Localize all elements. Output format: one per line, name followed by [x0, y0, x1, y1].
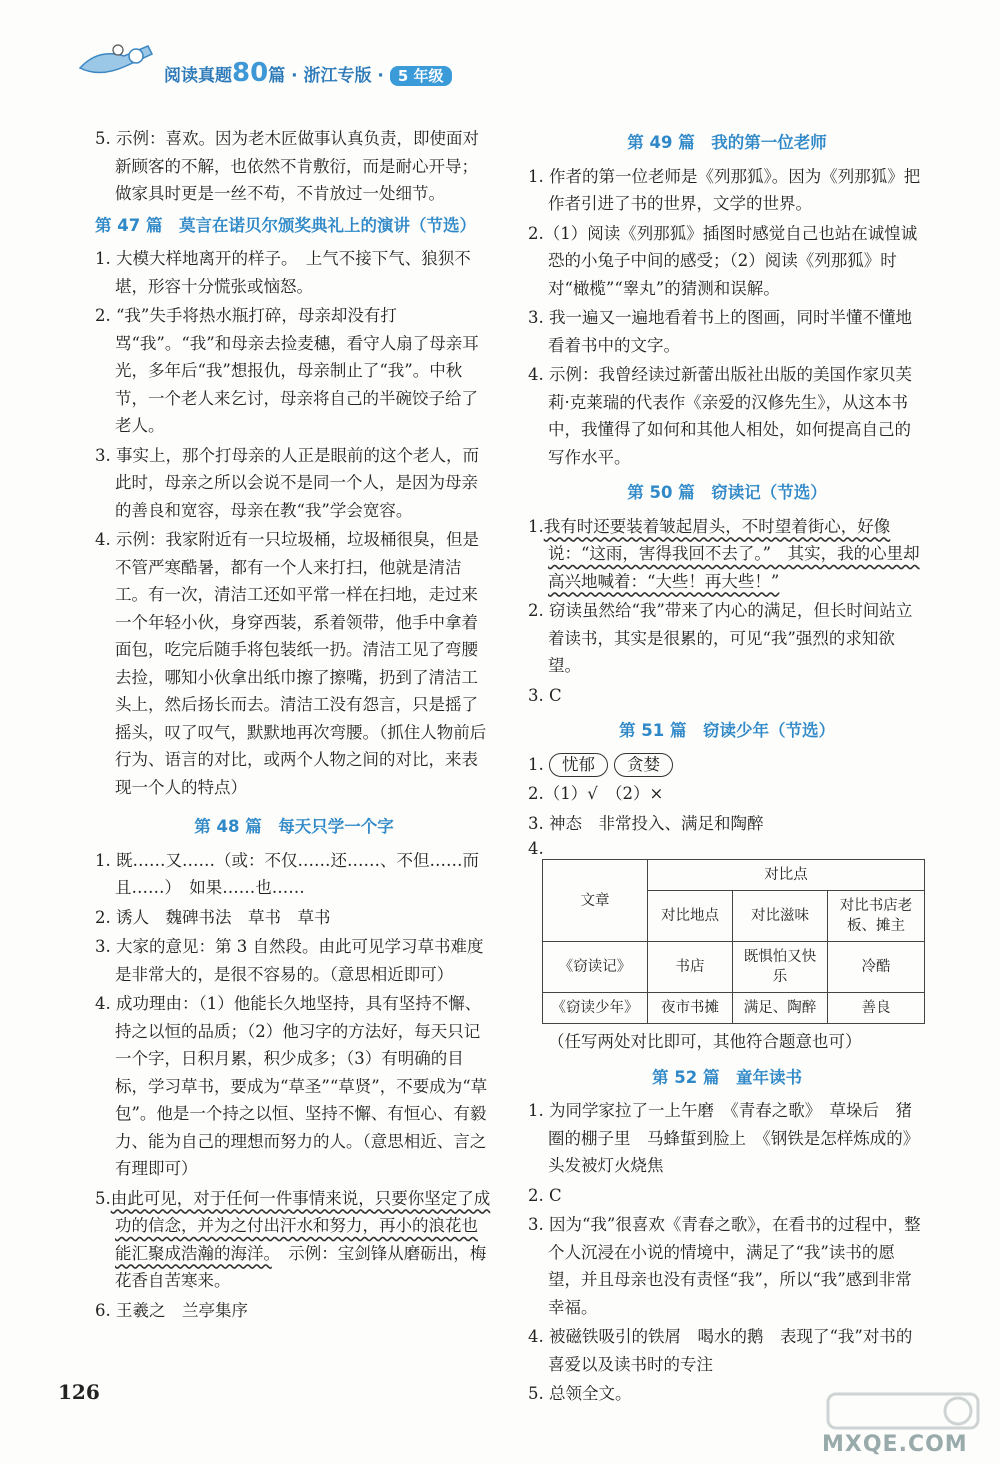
- answer-item: 1. 作者的第一位老师是《列那狐》。因为《列那狐》把作者引进了书的世界，文学的世界。: [528, 166, 921, 213]
- answer-item: 6. 王羲之 兰亭集序: [95, 1300, 248, 1320]
- answer-item: 4. 成功理由：（1）他能长久地坚持，具有坚持不懈、持之以恒的品质；（2）他习字的方法好，每天只记一个字，日积月累，积少成多；（3）有明确的目标，学习草书，要成为“草圣”“草贤”，不要成为“草包”。他是一个持之以恒、坚持不懈、有恒心、有毅力、能为自己的理想而努力的人。（意思相近、言之有理即可）: [95, 994, 488, 1178]
- answer-item: 1. 既……又……（或：不仅……还……、不但……而且……） 如果……也……: [95, 850, 479, 897]
- answer-item: 4. 被磁铁吸引的铁屑 喝水的鹅 表现了“我”对书的喜爱以及读书时的专注: [528, 1327, 913, 1374]
- answer-item: 4. 示例：我曾经读过新蕾出版社出版的美国作家贝芙莉·克莱瑞的代表作《亲爱的汉修先生》，从这本书中，我懂得了如何和其他人相处，如何提高自己的写作水平。: [528, 365, 912, 467]
- answer-item: 2. C: [528, 1185, 562, 1205]
- answer-item: 4.: [528, 839, 544, 858]
- answer-item: 3. 神态 非常投入、满足和陶醉: [528, 813, 764, 833]
- answer-item: 1. 大模大样地离开的样子。 上气不接下气、狼狈不堪，形容十分慌张或恼怒。: [95, 249, 471, 296]
- section-title-48: 第 48 篇 每天只学一个字: [194, 817, 394, 836]
- answer-item-circled: 1. 忧郁 贪婪: [528, 751, 926, 779]
- answer-item: 3. 我一遍又一遍地看着书上的图画，同时半懂不懂地看着书中的文字。: [528, 308, 912, 355]
- answer-item: 2.（1）阅读《列那狐》插图时感觉自己也站在诚惶诚恐的小兔子中间的感受；（2）阅读《列那狐》时对“橄榄”“睾丸”的猜测和误解。: [528, 223, 918, 298]
- answer-item: 4. 示例：我家附近有一只垃圾桶，垃圾桶很臭，但是不管严寒酷暑，都有一个人来打扫，他就是清洁工。有一次，清洁工还如平常一样在扫地，走过来一个年轻小伙，身穿西装，系着领带，他手中拿着面包，吃完后随手将包装纸一扔。清洁工见了弯腰去捡，哪知小伙拿出纸巾擦了擦嘴，扔到了清洁工头上，然后扬长而去。清洁工没有怨言，只是摇了摇头，叹了叹气，默默地再次弯腰。（抓住人物前后行为、语言的对比，或两个人物之间的对比，来表现一个人的特点）: [95, 530, 487, 797]
- table-header: 对比书店老板、摊主: [828, 891, 925, 942]
- answer-item: 1. 为同学家拉了一上午磨 《青春之歌》 草垛后 猪圈的棚子里 马蜂蜇到脸上 《钢铁是怎样炼成的》 头发被灯火烧焦: [528, 1101, 928, 1175]
- table-header: 对比滋味: [733, 891, 828, 942]
- section-title-49: 第 49 篇 我的第一位老师: [627, 133, 827, 152]
- answer-item-underlined: 1.我有时还要装着皱起眉头，不时望着街心，好像说：“这雨，害得我回不去了。” 其实，我的心里却高兴地喊着：“大些！再大些！”: [528, 516, 920, 591]
- comparison-table: [542, 859, 925, 1024]
- table-header: 对比地点: [648, 891, 733, 942]
- circled-word: 忧郁: [549, 753, 608, 777]
- answer-item-underlined: 5.由此可见，对于任何一件事情来说，只要你坚定了成功的信念，并为之付出汗水和努力，再小的浪花也能汇聚成浩瀚的海洋。 示例：宝剑锋从磨砺出，梅花香自苦寒来。: [95, 1188, 491, 1290]
- section-title-52: 第 52 篇 童年读书: [652, 1067, 802, 1087]
- telescope-boy-icon: [78, 38, 158, 88]
- section-title-47: 第 47 篇 莫言在诺贝尔颁奖典礼上的演讲（节选）: [95, 215, 476, 235]
- answer-item: 5. 总领全文。: [528, 1384, 632, 1403]
- table-row: 《窃读少年》 夜市书摊 满足、陶醉 善良: [543, 993, 925, 1024]
- page-number: 126: [58, 1380, 100, 1404]
- right-column: [528, 125, 926, 1410]
- answer-item: 2. “我”失手将热水瓶打碎，母亲却没有打骂“我”。“我”和母亲去捡麦穗，看守人扇了母亲耳光，多年后“我”想报仇，母亲制止了“我”。中秋节，一个老人来乞讨，母亲将自己的半碗饺子给了老人。: [95, 306, 479, 435]
- watermark-text: MXQE.COM: [822, 1432, 968, 1457]
- answer-item: 2.（1）√ （2）×: [528, 784, 664, 803]
- section-title-50: 第 50 篇 窃读记（节选）: [627, 483, 827, 502]
- left-column: [95, 125, 493, 1326]
- table-row: 《窃读记》 书店 既惧怕又快乐 冷酷: [543, 942, 925, 993]
- circled-word: 贪婪: [614, 753, 673, 777]
- page-header: [78, 28, 498, 92]
- grade-badge: 5 年级: [390, 66, 452, 86]
- answer-item: 3. 因为“我”很喜欢《青春之歌》，在看书的过程中，整个人沉浸在小说的情境中，满足了“我”读书的愿望，并且母亲也没有责怪“我”，所以“我”感到非常幸福。: [528, 1215, 921, 1317]
- answer-item: 3. 大家的意见：第 3 自然段。由此可见学习草书难度是非常大的，是很不容易的。（意思相近即可）: [95, 937, 484, 984]
- answer-item: 2. 窃读虽然给“我”带来了内心的满足，但长时间站立着读书，其实是很累的，可见“我”强烈的求知欲望。: [528, 601, 913, 675]
- answer-item: 3. C: [528, 685, 562, 705]
- answer-item: 3. 事实上，那个打母亲的人正是眼前的这个老人，而此时，母亲之所以会说不是同一个人，是因为母亲的善良和宽容，母亲在教“我”学会宽容。: [95, 445, 479, 520]
- section-title-51: 第 51 篇 窃读少年（节选）: [619, 721, 835, 740]
- table-note: （任写两处对比即可，其他符合题意也可）: [548, 1032, 862, 1051]
- table-header: 对比点: [648, 860, 925, 891]
- answer-item: 2. 诱人 魏碑书法 草书 草书: [95, 907, 331, 927]
- answer-item: 5. 示例：喜欢。因为老木匠做事认真负责，即使面对新顾客的不解，也依然不肯敷衍，而是耐心开导；做家具时更是一丝不苟，不肯放过一处细节。: [95, 129, 479, 203]
- book-title: 阅读真题80篇 · 浙江专版 · 5 年级: [164, 58, 452, 88]
- table-header: 文章: [543, 860, 648, 942]
